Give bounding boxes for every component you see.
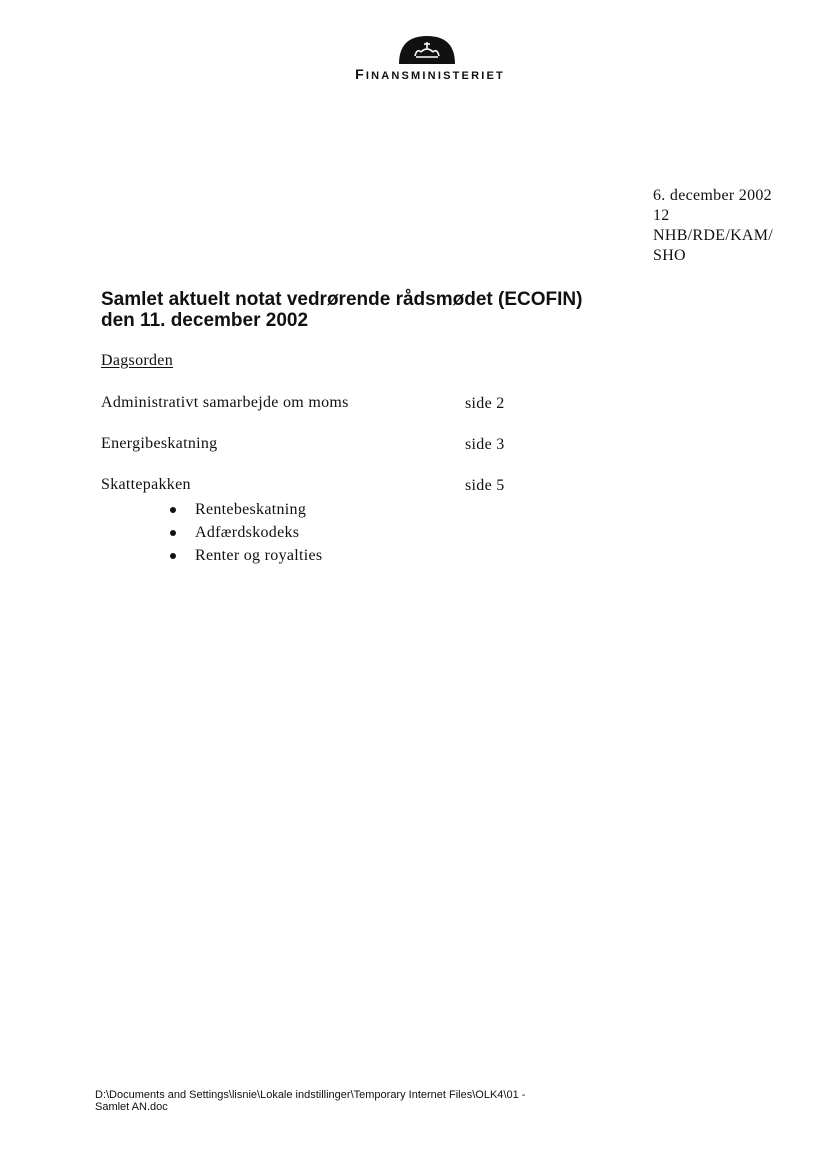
list-item-label: Renter og royalties (195, 547, 323, 564)
list-item-label: Rentebeskatning (195, 501, 307, 518)
file-path-footer (95, 1089, 615, 1113)
bullet-icon (170, 553, 176, 559)
document-initials-line1: NHB/RDE/KAM/ (653, 227, 774, 244)
crown-arch-icon (397, 34, 457, 64)
bullet-icon (170, 507, 176, 513)
document-meta (653, 186, 773, 266)
document-title-line2: den 11. december 2002 (101, 310, 309, 331)
agenda-item-page: side 5 (465, 477, 505, 494)
document-title (101, 289, 741, 331)
list-item (170, 544, 322, 567)
ministry-name-initial: F (355, 66, 366, 82)
document-number: 12 (653, 207, 670, 224)
file-path-line2: Samlet AN.doc (95, 1101, 168, 1113)
file-path-line1: D:\Documents and Settings\lisnie\Lokale indstillinger\Temporary Internet Files\OLK4\01 - (95, 1089, 526, 1101)
list-item (170, 498, 322, 521)
ministry-name (330, 66, 530, 82)
bullet-icon (170, 530, 176, 536)
document-date: 6. december 2002 (653, 187, 772, 204)
agenda-item-label: Energibeskatning (101, 435, 218, 452)
list-item-label: Adfærdskodeks (195, 524, 300, 541)
agenda-item-page: side 2 (465, 395, 505, 412)
document-initials-line2: SHO (653, 247, 686, 264)
agenda-item-label: Skattepakken (101, 476, 191, 493)
agenda-item-label: Administrativt samarbejde om moms (101, 394, 349, 411)
agenda-heading: Dagsorden (101, 352, 174, 369)
document-title-line1: Samlet aktuelt notat vedrørende rådsmødet (ECOFIN) (101, 289, 583, 310)
agenda-item-page: side 3 (465, 436, 505, 453)
agenda-subitems (170, 498, 322, 567)
list-item (170, 521, 322, 544)
ministry-name-rest: INANSMINISTERIET (365, 70, 505, 82)
